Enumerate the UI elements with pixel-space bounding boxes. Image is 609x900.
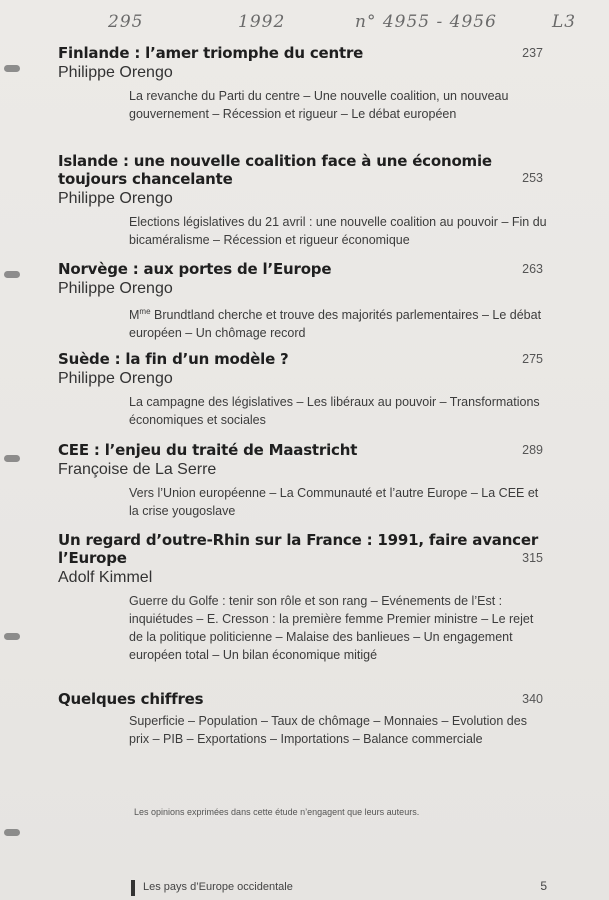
- footer-publication-title: Les pays d’Europe occidentale: [143, 881, 293, 893]
- entry-page-number: 263: [522, 262, 543, 276]
- binding-ring: [0, 62, 22, 76]
- entry-author: Philippe Orengo: [58, 190, 173, 207]
- handwritten-note: n° 4955 - 4956: [355, 12, 497, 32]
- entry-description: La campagne des législatives – Les libéraux au pouvoir – Transformations économiques et sociales: [129, 395, 540, 427]
- disclaimer-note: Les opinions exprimées dans cette étude n’engagent que leurs auteurs.: [134, 807, 420, 817]
- toc-entry: [58, 152, 548, 249]
- entry-title: Quelques chiffres: [58, 690, 204, 708]
- entry-page-number: 253: [522, 171, 543, 185]
- entry-title: Norvège : aux portes de l’Europe: [58, 260, 332, 278]
- entry-title: Un regard d’outre-Rhin sur la France : 1991, faire avancer l’Europe: [58, 531, 539, 567]
- description-prefix: M: [129, 308, 140, 323]
- binding-ring: [0, 452, 22, 466]
- entry-title: Finlande : l’amer triomphe du centre: [58, 44, 364, 62]
- toc-entry: [58, 441, 548, 520]
- entry-title: Islande : une nouvelle coalition face à une économie toujours chancelante: [58, 152, 492, 188]
- entry-description: Elections législatives du 21 avril : une nouvelle coalition au pouvoir – Fin du bicaméralisme – Récession et rigueur économique: [129, 215, 547, 247]
- entry-description: La revanche du Parti du centre – Une nouvelle coalition, un nouveau gouvernement – Récession et rigueur – Le débat européen: [129, 89, 509, 121]
- description-text: Brundtland cherche et trouve des majorités parlementaires – Le débat européen – Un chômage record: [129, 308, 542, 341]
- entry-description: Guerre du Golfe : tenir son rôle et son rang – Evénements de l’Est : inquiétudes – E. Cresson : la première femme Premier ministre – Le rejet de la politique politicienne – Malaise des banlieues – Un engagement européen total – Un bilan économique mitigé: [129, 594, 534, 662]
- entry-author: Philippe Orengo: [58, 280, 173, 297]
- toc-entry: [58, 690, 548, 748]
- binding-ring: [0, 630, 22, 644]
- toc-entry: [58, 44, 548, 123]
- entry-description: Superficie – Population – Taux de chômage – Monnaies – Evolution des prix – PIB – Exportations – Importations – Balance commerciale: [129, 714, 527, 746]
- handwritten-note: 295: [108, 12, 144, 32]
- footer-page-number: 5: [540, 879, 547, 893]
- entry-page-number: 340: [522, 692, 543, 706]
- entry-author: Philippe Orengo: [58, 370, 173, 387]
- entry-title: Suède : la fin d’un modèle ?: [58, 350, 289, 368]
- entry-page-number: 315: [522, 551, 543, 565]
- entry-description: Vers l’Union européenne – La Communauté et l’autre Europe – La CEE et la crise yougoslave: [129, 486, 539, 518]
- handwritten-note: 1992: [238, 12, 286, 32]
- handwritten-note: L3: [552, 12, 577, 32]
- entry-description: [129, 303, 548, 342]
- binding-ring: [0, 826, 22, 840]
- entry-page-number: 289: [522, 443, 543, 457]
- entry-page-number: 275: [522, 352, 543, 366]
- entry-author: Françoise de La Serre: [58, 461, 217, 478]
- entry-author: Adolf Kimmel: [58, 569, 153, 586]
- description-superscript: me: [139, 307, 151, 316]
- entry-page-number: 237: [522, 46, 543, 60]
- entry-title: CEE : l’enjeu du traité de Maastricht: [58, 441, 358, 459]
- entry-author: Philippe Orengo: [58, 64, 173, 81]
- toc-entry: [58, 531, 548, 664]
- toc-entry: [58, 350, 548, 429]
- footer-marker: [131, 880, 135, 896]
- toc-entry: [58, 260, 548, 342]
- binding-ring: [0, 268, 22, 282]
